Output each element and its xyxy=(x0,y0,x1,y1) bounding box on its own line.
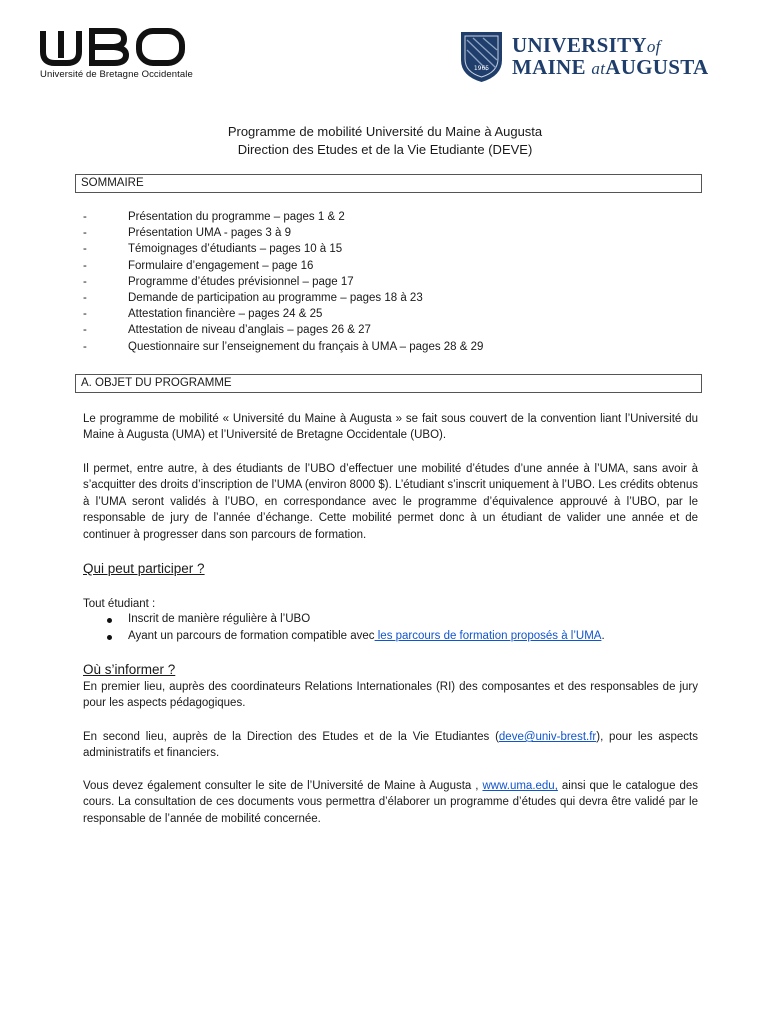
title-line-1: Programme de mobilité Université du Maine à Augusta xyxy=(227,124,543,139)
deve-email-link[interactable]: deve@univ-brest.fr xyxy=(498,731,597,743)
ou-heading: Où s’informer ? xyxy=(83,662,176,677)
uma-programs-link[interactable]: les parcours de formation proposés à l’UMA xyxy=(374,630,602,642)
section-a-heading: A. OBJET DU PROGRAMME xyxy=(75,374,702,393)
ubo-caption: Université de Bretagne Occidentale xyxy=(40,69,193,80)
qui-heading: Qui peut participer ? xyxy=(83,561,205,576)
qui-intro: Tout étudiant : xyxy=(83,598,156,610)
summary-heading: SOMMAIRE xyxy=(75,174,702,193)
ou-paragraph-3: Vous devez également consulter le site de l’Université de Maine à Augusta , www.uma.edu, ainsi que le catalogue des cours. La consultation de ces documents vous permettra d’élaborer un programme d’études qui devra être validé par le responsable de l’année de mobilité concernée. xyxy=(83,780,698,825)
ou-paragraph-1: En premier lieu, auprès des coordinateurs Relations Internationales (RI) des composantes et des responsables de jury pour les aspects pédagogiques. xyxy=(83,681,698,710)
uma-logo xyxy=(459,30,708,84)
bullet-icon xyxy=(107,635,112,640)
title-line-2: Direction des Etudes et de la Vie Etudiante (DEVE) xyxy=(237,142,533,157)
ubo-wordmark-icon xyxy=(40,28,186,66)
uma-shield-icon xyxy=(459,30,504,84)
ubo-logo xyxy=(40,28,200,80)
svg-text:1965: 1965 xyxy=(473,65,490,72)
document-page: Université de Bretagne Occidentale 1965 UNIVERSITYof MAINE atAUGUSTA Programme de mobilité Université du Maine à Augusta Direction des Etudes et de la Vie Etudiante (DEVE) SOMMAIRE - Présentation du programme – pages 1 & 2 - Présentation UMA - pages 3 à 9 - Témoignages d’étudiants – pages 10 à 15 - Formulaire d’engagement – page 16 - Programme d’études prévisionnel – page 17 - Demande de participation au programme – pages 18 à 23 - Attestation financière – pages 24 & 25 - Attestation de niveau d’anglais – pages 26 & 27 - Questionnaire sur l’enseignement du français à UMA – pages 28 & 29 A. OBJET DU PROGRAMME Le programme de mobilité « Université du Maine à Augusta » se fait sous couvert de la convention liant l’Université du Maine à Augusta (UMA) et l’Université de Bretagne Occidentale (UBO). Il permet, entre autre, à des étudiants de l’UBO d’effectuer une mobilité d’études d’une année à l’UMA, sans avoir à s’acquitter des droits d’inscription de l’UMA (environ 8000 $). L’étudiant s’inscrit uniquement à l’UBO. Les crédits obtenus à l’UMA seront validés à l’UBO, en correspondance avec le programme d’équivalence approuvé à l’UBO, par le responsable de jury de l’année d’échange. Cette mobilité permet donc à un étudiant de valider une année et de continuer à progresser dans son parcours de formation. Qui peut participer ? Tout étudiant : Inscrit de manière régulière à l’UBO Ayant un parcours de formation compatible avec les parcours de formation proposés à l’UMA. Où s’informer ? En premier lieu, auprès des coordinateurs Relations Internationales (RI) des composantes et des responsables de jury pour les aspects pédagogiques. En second lieu, auprès de la Direction des Etudes et de la Vie Etudiantes (deve@univ-brest.fr), pour les aspects administratifs et financiers. Vous devez également consulter le site de l’Université de Maine à Augusta , www.uma.edu, ainsi que le catalogue des cours. La consultation de ces documents vous permettra d’élaborer un programme d’études qui devra être validé par le responsable de l’année de mobilité concernée. xyxy=(0,0,770,1024)
bullet-icon xyxy=(107,618,112,623)
uma-wordmark: UNIVERSITYof MAINE atAUGUSTA xyxy=(512,33,709,79)
ou-paragraph-2: En second lieu, auprès de la Direction des Etudes et de la Vie Etudiantes (deve@univ-brest.fr), pour les aspects administratifs et financiers. xyxy=(83,731,698,760)
section-a-paragraph-1: Le programme de mobilité « Université du Maine à Augusta » se fait sous couvert de la convention liant l’Université du Maine à Augusta (UMA) et l’Université de Bretagne Occidentale (UBO). xyxy=(83,413,698,442)
section-a-paragraph-2: Il permet, entre autre, à des étudiants de l’UBO d’effectuer une mobilité d’études d’une année à l’UMA, sans avoir à s’acquitter des droits d’inscription de l’UMA (environ 8000 $). L’étudiant s’inscrit uniquement à l’UBO. Les crédits obtenus à l’UMA seront validés à l’UBO, en correspondance avec le programme d’équivalence approuvé à l’UBO, par le responsable de jury de l’année d’échange. Cette mobilité permet donc à un étudiant de valider une année et de continuer à progresser dans son parcours de formation. xyxy=(83,463,698,541)
uma-website-link[interactable]: www.uma.edu, xyxy=(482,780,558,792)
